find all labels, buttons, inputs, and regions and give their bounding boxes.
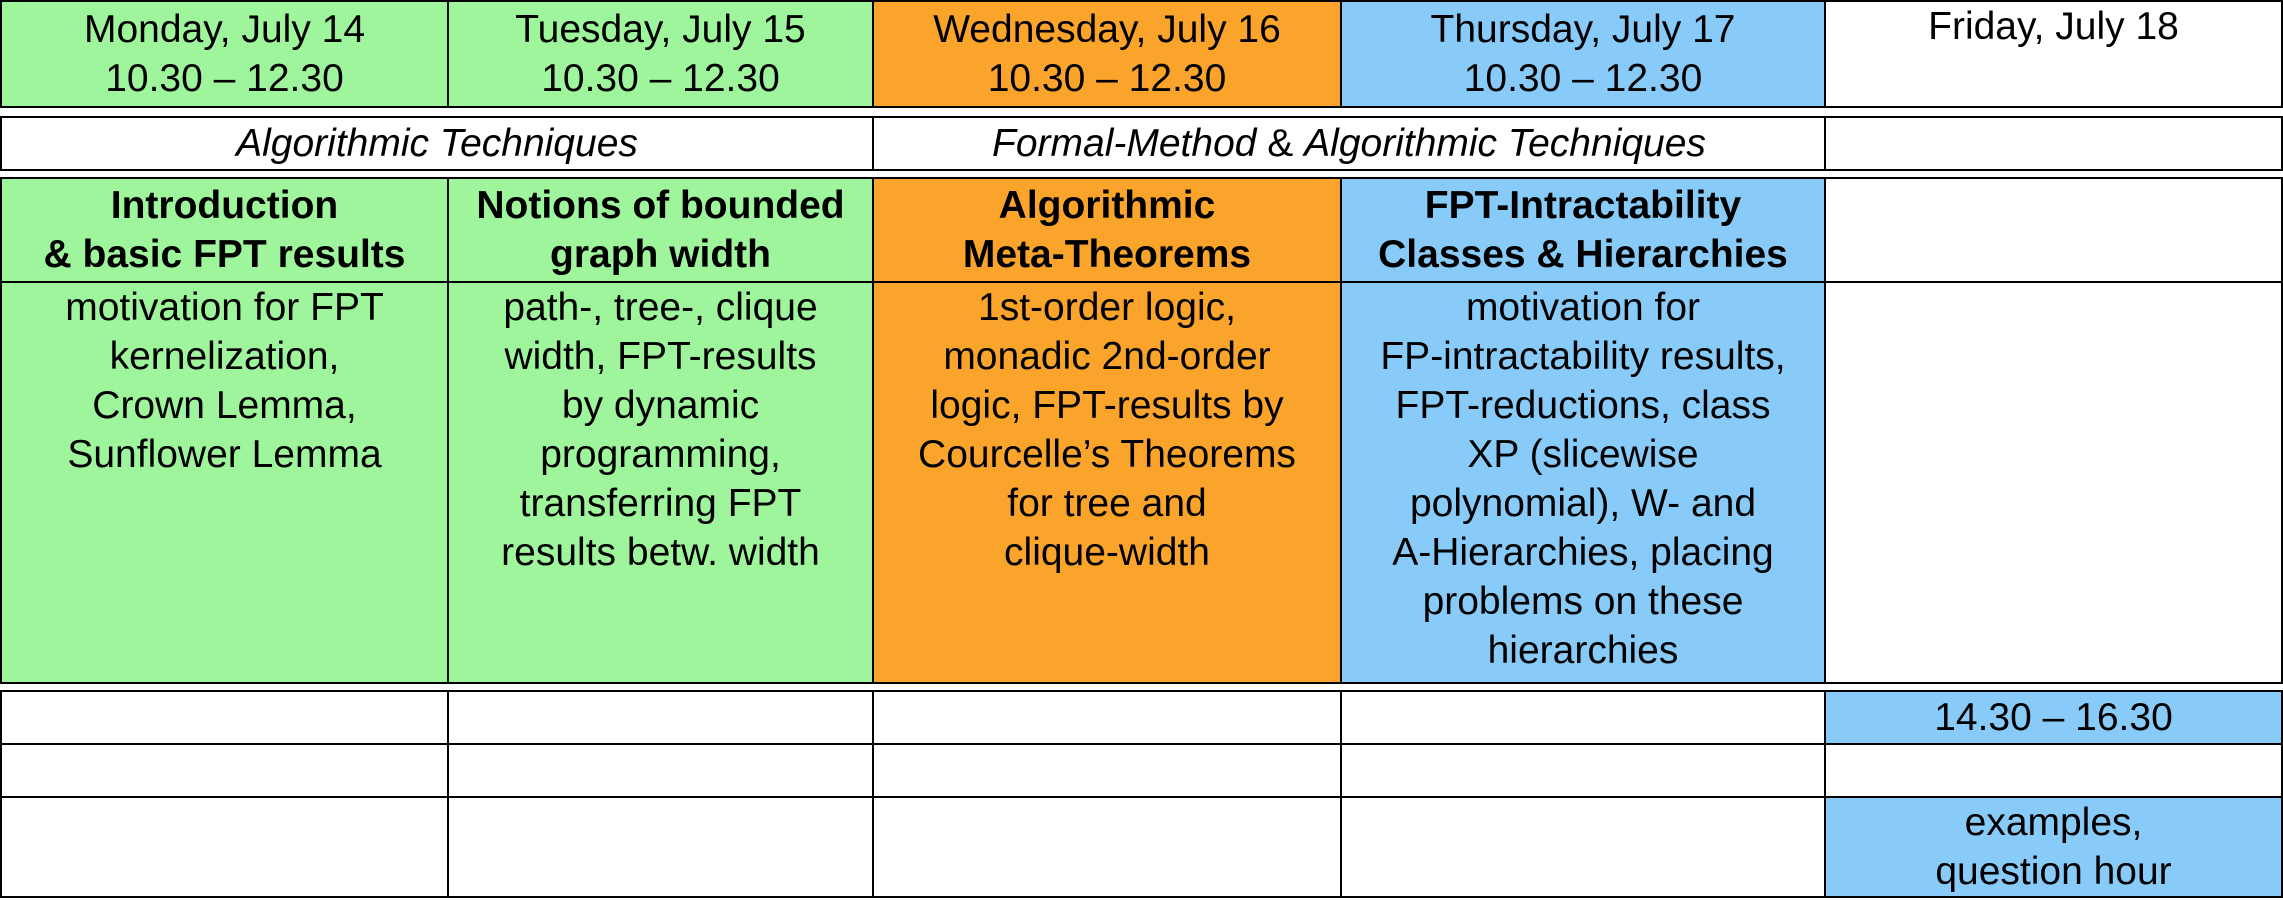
session-title-line: Classes & Hierarchies	[1378, 233, 1788, 276]
day-name: Monday, July 14	[83, 8, 366, 51]
topic-line: results betw. width	[501, 531, 820, 574]
session-title-line: Introduction	[110, 184, 339, 227]
track-friday-empty	[1824, 116, 2283, 171]
topic-line: Courcelle’s Theorems	[918, 433, 1296, 476]
afternoon-topics-thursday-empty	[1340, 796, 1826, 898]
topic-line: hierarchies	[1487, 629, 1679, 672]
topic-line: question hour	[1935, 850, 2172, 893]
session-title-tuesday	[447, 177, 874, 283]
session-title-thursday	[1340, 177, 1826, 283]
session-title-wednesday	[872, 177, 1342, 283]
afternoon-time-thursday-empty	[1340, 690, 1826, 745]
topic-line: XP (slicewise	[1467, 433, 1699, 476]
track-label: Formal-Method & Algorithmic Techniques	[992, 122, 1706, 165]
session-topics-friday-empty	[1824, 281, 2283, 684]
afternoon-topics-friday	[1824, 796, 2283, 898]
day-header-wednesday	[872, 0, 1342, 108]
topic-line: FPT-reductions, class	[1395, 384, 1771, 427]
afternoon-time-friday	[1824, 690, 2283, 745]
topic-line: FP-intractability results,	[1380, 335, 1786, 378]
afternoon-topics-tuesday-empty	[447, 796, 874, 898]
session-topics-wednesday	[872, 281, 1342, 684]
day-header-thursday	[1340, 0, 1826, 108]
afternoon-topics-wednesday-empty	[872, 796, 1342, 898]
day-time: 10.30 – 12.30	[987, 57, 1227, 100]
session-title-friday-empty	[1824, 177, 2283, 283]
topic-line: logic, FPT-results by	[930, 384, 1284, 427]
topic-line: transferring FPT	[519, 482, 802, 525]
session-title-line: & basic FPT results	[43, 233, 406, 276]
day-name: Tuesday, July 15	[515, 8, 806, 51]
session-topics-thursday	[1340, 281, 1826, 684]
track-formal-method	[872, 116, 1826, 171]
day-header-monday	[0, 0, 449, 108]
afternoon-time-wednesday-empty	[872, 690, 1342, 745]
topic-line: A-Hierarchies, placing	[1392, 531, 1774, 574]
topic-line: for tree and	[1007, 482, 1207, 525]
day-time: 10.30 – 12.30	[541, 57, 780, 100]
day-time: 10.30 – 12.30	[1463, 57, 1703, 100]
session-title-line: graph width	[550, 233, 771, 276]
topic-line: Sunflower Lemma	[67, 433, 382, 476]
day-header-friday	[1824, 0, 2283, 108]
topic-line: problems on these	[1422, 580, 1744, 623]
topic-line: 1st-order logic,	[978, 286, 1236, 329]
day-time: 10.30 – 12.30	[105, 57, 344, 100]
topic-line: motivation for FPT	[65, 286, 384, 329]
topic-line: polynomial), W- and	[1409, 482, 1757, 525]
afternoon-title-tuesday-empty	[447, 743, 874, 798]
afternoon-title-monday-empty	[0, 743, 449, 798]
topic-line: clique-width	[1004, 531, 1210, 574]
session-title-line: FPT-Intractability	[1424, 184, 1742, 227]
afternoon-time-tuesday-empty	[447, 690, 874, 745]
topic-line: kernelization,	[109, 335, 340, 378]
afternoon-title-friday-empty	[1824, 743, 2283, 798]
topic-line: examples,	[1964, 801, 2143, 844]
session-title-line: Meta-Theorems	[962, 233, 1252, 276]
topic-line: width, FPT-results	[504, 335, 817, 378]
afternoon-time: 14.30 – 16.30	[1934, 696, 2173, 739]
afternoon-topics-monday-empty	[0, 796, 449, 898]
session-topics-tuesday	[447, 281, 874, 684]
session-title-line: Algorithmic	[998, 184, 1216, 227]
day-name: Wednesday, July 16	[933, 8, 1281, 51]
day-name: Friday, July 18	[1928, 5, 2179, 48]
topic-line: motivation for	[1465, 286, 1701, 329]
session-title-line: Notions of bounded	[476, 184, 845, 227]
topic-line: Crown Lemma,	[92, 384, 357, 427]
topic-line: path-, tree-, clique	[503, 286, 818, 329]
session-title-monday	[0, 177, 449, 283]
topic-line: monadic 2nd-order	[943, 335, 1271, 378]
session-topics-monday	[0, 281, 449, 684]
day-name: Thursday, July 17	[1430, 8, 1736, 51]
topic-line: by dynamic	[561, 384, 760, 427]
track-algorithmic-techniques	[0, 116, 874, 171]
day-header-tuesday	[447, 0, 874, 108]
afternoon-title-wednesday-empty	[872, 743, 1342, 798]
afternoon-title-thursday-empty	[1340, 743, 1826, 798]
track-label: Algorithmic Techniques	[236, 122, 638, 165]
topic-line: programming,	[540, 433, 781, 476]
afternoon-time-monday-empty	[0, 690, 449, 745]
